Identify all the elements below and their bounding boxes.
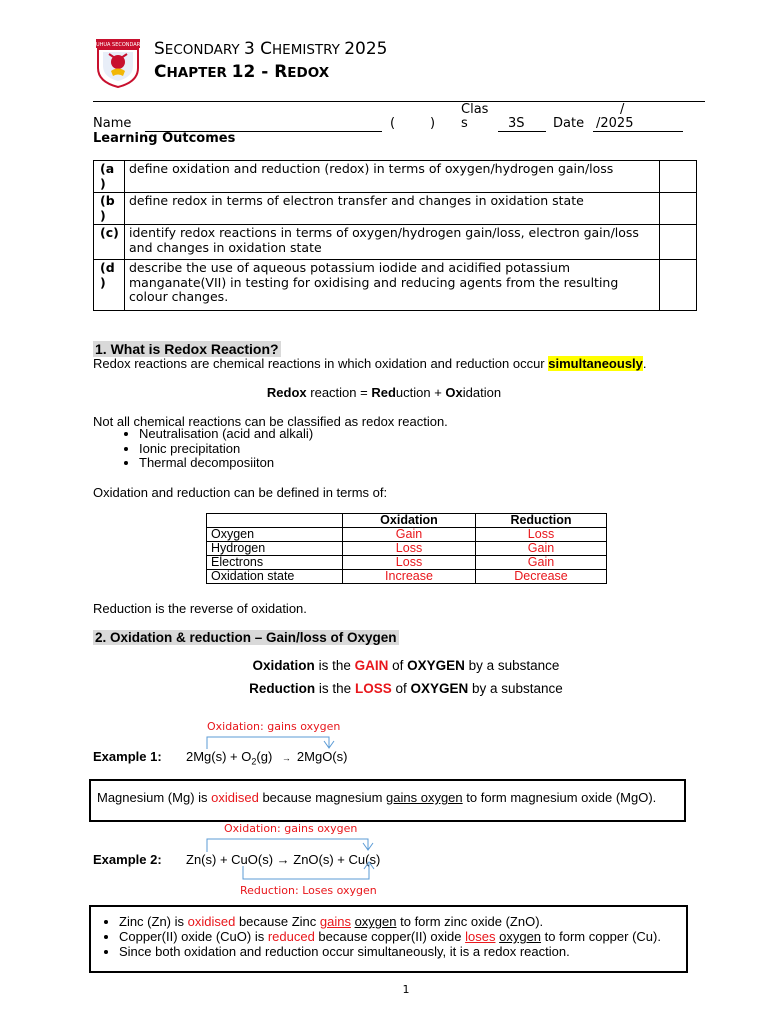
oxidation-definition bbox=[0, 658, 768, 673]
crest-text: FUHUA SECONDARY bbox=[95, 42, 141, 48]
table-cell: Loss bbox=[343, 542, 476, 556]
table-header: Reduction bbox=[476, 514, 607, 528]
def-part: Oxidation bbox=[252, 658, 315, 673]
formula-part: uction + bbox=[395, 385, 446, 400]
title-part: 2025 bbox=[344, 39, 388, 59]
header-rule bbox=[93, 101, 705, 102]
subtitle-part: EDOX bbox=[287, 65, 330, 81]
eq-part: 2Mg(s) + O bbox=[186, 749, 252, 764]
outcome-checkbox[interactable] bbox=[660, 260, 697, 311]
table-cell: Loss bbox=[343, 556, 476, 570]
outcome-checkbox[interactable] bbox=[660, 161, 697, 193]
box-text: oxidised bbox=[211, 790, 259, 805]
example-2-oxidation-annotation: Oxidation: gains oxygen bbox=[224, 822, 358, 835]
example-2-explanation-list bbox=[95, 914, 689, 959]
def-part: LOSS bbox=[354, 681, 392, 696]
def-part: by a substance bbox=[464, 658, 560, 673]
outcome-code: (d ) bbox=[94, 260, 125, 311]
example-1-box bbox=[89, 779, 686, 822]
outcome-text: describe the use of aqueous potassium iodide and acidified potassium manganate(VII) in testing for oxidising and reducing agents from the resulting colour changes. bbox=[125, 260, 660, 311]
box-text: Magnesium (Mg) is bbox=[97, 790, 212, 805]
subtitle-part: 12 - R bbox=[231, 62, 288, 82]
example-1-annotation: Oxidation: gains oxygen bbox=[207, 720, 341, 733]
table-header bbox=[207, 514, 343, 528]
learning-outcomes-table bbox=[93, 160, 697, 311]
table-cell: Gain bbox=[343, 528, 476, 542]
subtitle-part: C bbox=[154, 62, 167, 82]
formula-part: Red bbox=[371, 385, 396, 400]
section-2-heading-text: 2. Oxidation & reduction – Gain/loss of Oxygen bbox=[95, 630, 397, 645]
table-cell: Oxidation state bbox=[207, 570, 343, 584]
formula-part: idation bbox=[462, 385, 502, 400]
section-1-heading-text: 1. What is Redox Reaction? bbox=[95, 341, 279, 357]
defined-text: Oxidation and reduction can be defined in terms of: bbox=[93, 485, 388, 500]
outcome-text: define redox in terms of electron transfer and changes in oxidation state bbox=[125, 193, 660, 225]
def-part: of bbox=[391, 681, 411, 696]
formula-part: Ox bbox=[445, 385, 463, 400]
example-2-bottom-arrow bbox=[236, 860, 376, 882]
def-part: is the bbox=[314, 658, 355, 673]
title-part: HEMISTRY bbox=[272, 42, 345, 58]
formula-part: reaction = bbox=[306, 385, 372, 400]
outcome-checkbox[interactable] bbox=[660, 193, 697, 225]
outcome-text: identify redox reactions in terms of oxygen/hydrogen gain/loss, electron gain/loss and changes in oxidation state bbox=[125, 225, 660, 260]
example-1-label: Example 1: bbox=[93, 749, 162, 764]
example-2-equation: Zn(s) + CuO(s) → ZnO(s) + Cu(s) bbox=[186, 852, 381, 867]
list-item: • Neutralisation (acid and alkali) bbox=[139, 427, 313, 442]
box-text: because magnesium bbox=[258, 790, 387, 805]
page-number: 1 bbox=[402, 983, 410, 996]
date-field-line bbox=[593, 131, 683, 132]
eq-subscript: 2 bbox=[251, 756, 257, 767]
class-label-1: Clas bbox=[461, 102, 489, 117]
list-item: • Copper(II) oxide (CuO) is reduced because copper(II) oxide loses oxygen to form copper (Cu). bbox=[119, 929, 689, 944]
reduction-definition bbox=[0, 681, 768, 696]
table-cell: Loss bbox=[476, 528, 607, 542]
box-text: gains oxygen bbox=[386, 790, 463, 805]
not-all-text: Not all chemical reactions can be classified as redox reaction. bbox=[93, 414, 448, 429]
def-part: is the bbox=[315, 681, 355, 696]
table-row bbox=[207, 528, 607, 542]
class-label-2: s bbox=[461, 116, 468, 131]
outcome-row bbox=[94, 260, 697, 311]
title-part: 3 C bbox=[243, 39, 273, 59]
subtitle-part: HAPTER bbox=[166, 65, 232, 81]
class-value[interactable]: 3S bbox=[508, 116, 525, 131]
example-1-explanation bbox=[97, 790, 656, 805]
formula-part: Redox bbox=[266, 385, 307, 400]
table-row bbox=[207, 542, 607, 556]
table-cell: Increase bbox=[343, 570, 476, 584]
list-item: • Ionic precipitation bbox=[139, 442, 313, 457]
table-cell: Gain bbox=[476, 542, 607, 556]
outcome-text: define oxidation and reduction (redox) in terms of oxygen/hydrogen gain/loss bbox=[125, 161, 660, 193]
outcome-row bbox=[94, 225, 697, 260]
table-header-row bbox=[207, 514, 607, 528]
school-crest bbox=[95, 38, 141, 88]
date-slash: / bbox=[620, 102, 625, 117]
redox-definition-table bbox=[206, 513, 607, 584]
def-part: by a substance bbox=[468, 681, 563, 696]
section-1-intro bbox=[93, 356, 647, 371]
table-cell: Gain bbox=[476, 556, 607, 570]
non-redox-list bbox=[93, 427, 313, 471]
table-cell: Oxygen bbox=[207, 528, 343, 542]
intro-end: . bbox=[642, 356, 647, 371]
def-part: OXYGEN bbox=[410, 681, 469, 696]
list-item: • Thermal decomposiiton bbox=[139, 456, 313, 471]
eq-arrow: → bbox=[281, 753, 291, 763]
outcome-row bbox=[94, 161, 697, 193]
example-2-reduction-annotation: Reduction: Loses oxygen bbox=[240, 884, 377, 897]
outcome-code: (b ) bbox=[94, 193, 125, 225]
list-item: • Since both oxidation and reduction occur simultaneously, it is a redox reaction. bbox=[119, 944, 689, 959]
def-part: GAIN bbox=[354, 658, 389, 673]
reverse-text: Reduction is the reverse of oxidation. bbox=[93, 601, 307, 616]
eq-part: (g) bbox=[256, 749, 273, 764]
register-close-paren: ) bbox=[430, 116, 436, 131]
table-header: Oxidation bbox=[343, 514, 476, 528]
class-field-line bbox=[498, 131, 546, 132]
intro-highlight: simultaneously bbox=[548, 356, 643, 371]
example-2-box bbox=[89, 905, 688, 973]
def-part: of bbox=[388, 658, 408, 673]
date-label: Date bbox=[553, 116, 585, 131]
outcome-code: (a ) bbox=[94, 161, 125, 193]
register-open-paren: ( bbox=[390, 116, 396, 131]
outcome-checkbox[interactable] bbox=[660, 225, 697, 260]
intro-text: Redox reactions are chemical reactions in which oxidation and reduction occur bbox=[93, 356, 549, 371]
outcome-code: (c) bbox=[94, 225, 125, 260]
name-label: Name bbox=[93, 116, 132, 131]
table-row bbox=[207, 570, 607, 584]
date-value[interactable]: /2025 bbox=[596, 116, 634, 131]
table-cell: Hydrogen bbox=[207, 542, 343, 556]
eq-part: 2MgO(s) bbox=[296, 749, 348, 764]
table-row bbox=[207, 556, 607, 570]
outcome-row bbox=[94, 193, 697, 225]
def-part: Reduction bbox=[249, 681, 316, 696]
learning-outcomes-heading: Learning Outcomes bbox=[93, 131, 236, 146]
table-cell: Decrease bbox=[476, 570, 607, 584]
title-part: ECONDARY bbox=[164, 42, 244, 58]
document-subtitle bbox=[154, 61, 329, 84]
box-text: to form magnesium oxide (MgO). bbox=[462, 790, 657, 805]
section-2-heading bbox=[93, 629, 399, 647]
def-part: OXYGEN bbox=[407, 658, 465, 673]
document-title bbox=[154, 38, 387, 61]
title-part: S bbox=[154, 39, 165, 59]
table-cell: Electrons bbox=[207, 556, 343, 570]
redox-formula bbox=[0, 385, 768, 400]
example-2-label: Example 2: bbox=[93, 852, 162, 867]
list-item: • Zinc (Zn) is oxidised because Zinc gains oxygen to form zinc oxide (ZnO). bbox=[119, 914, 689, 929]
example-1-equation bbox=[186, 749, 347, 767]
